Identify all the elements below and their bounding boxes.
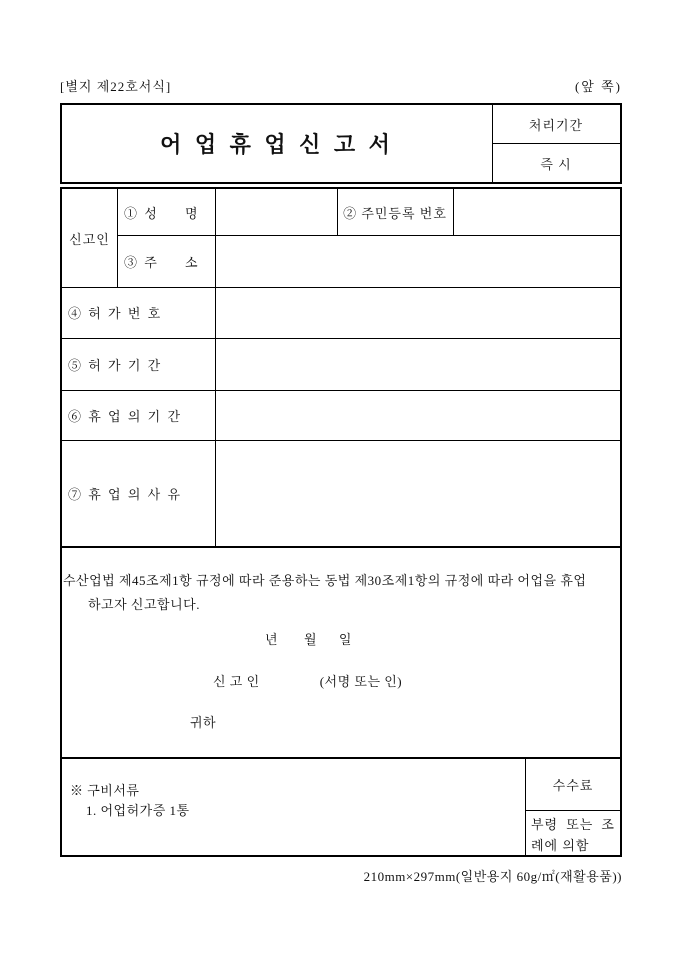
signer-label: 신 고 인 (213, 674, 260, 689)
permit-period-label: ⑤ 허 가 기 간 (68, 357, 163, 373)
recipient-label: 귀하 (190, 715, 217, 730)
address-label: ③ 주 소 (124, 255, 200, 270)
permit-period-value-cell (216, 339, 619, 389)
date-line: 년 월 일 (265, 632, 353, 647)
resident-no-value-cell (454, 189, 619, 235)
signer-line (213, 671, 402, 690)
suspension-period-value-cell (216, 391, 619, 439)
declaration-line2: 하고자 신고합니다. (88, 597, 200, 612)
declaration-line1: 수산업법 제45조제1항 규정에 따라 준용하는 동법 제30조제1항의 규정에 따라 어업을 휴업 (63, 573, 587, 588)
form-title: 어 업 휴 업 신 고 서 (160, 132, 394, 157)
required-docs-item: 1. 어업허가증 1통 (86, 803, 190, 818)
required-docs-title: ※ 구비서류 (70, 783, 140, 798)
processing-period-label: 처리기간 (528, 117, 584, 133)
page-side-note: (앞 쪽) (574, 79, 622, 94)
address-value-cell (216, 236, 619, 287)
fee-label: 수수료 (552, 777, 594, 793)
grid-line (525, 810, 620, 811)
processing-period-value: 즉 시 (540, 156, 572, 172)
suspension-reason-label: ⑦ 휴 업 의 사 유 (68, 486, 183, 502)
suspension-reason-value-cell (216, 441, 619, 545)
name-label: ① 성 명 (124, 205, 200, 221)
permit-no-label: ④ 허 가 번 호 (68, 306, 163, 321)
form-code-note: [별지 제22호서식] (60, 79, 172, 94)
suspension-period-label: ⑥ 휴 업 의 기 간 (68, 408, 183, 424)
signature-note: (서명 또는 인) (319, 674, 403, 689)
fee-value: 부령 또는 조례에 의함 (531, 817, 615, 853)
paper-spec-note: 210mm×297mm(일반용지 60g/㎡(재활용품)) (363, 869, 622, 884)
name-value-cell (216, 189, 336, 235)
resident-no-label: ② 주민등록 번호 (343, 205, 447, 221)
permit-no-value-cell (216, 288, 619, 337)
applicant-group-label: 신고인 (69, 231, 110, 247)
